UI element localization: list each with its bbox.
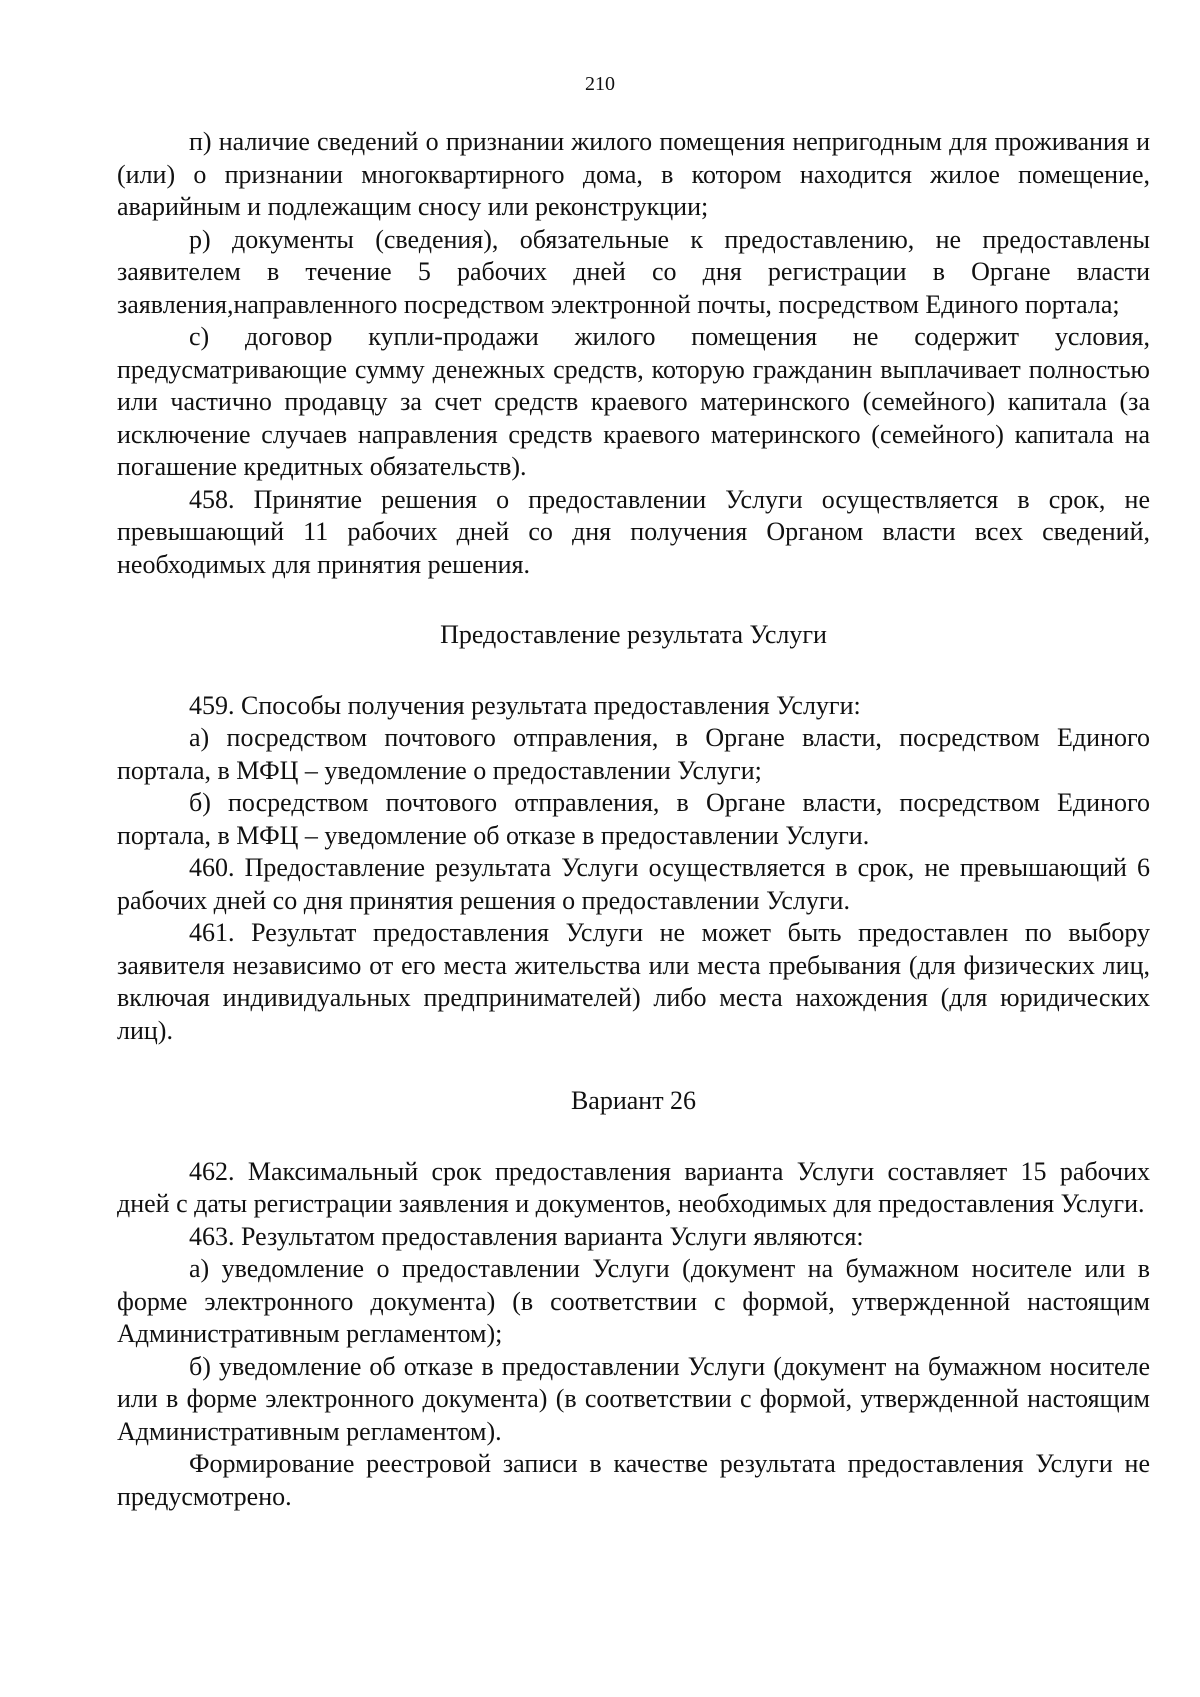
paragraph-460: 460. Предоставление результата Услуги осуществляется в срок, не превышающий 6 рабочих дней со дня принятия решения о предоставлении Услуги.	[117, 853, 1150, 915]
paragraph-463-b: б) уведомление об отказе в предоставлении Услуги (документ на бумажном носителе или в форме электронного документа) (в соответствии с формой, утвержденной настоящим Административным регламентом).	[117, 1351, 1150, 1446]
paragraph-458: 458. Принятие решения о предоставлении Услуги осуществляется в срок, не превышающий 11 рабочих дней со дня получения Органом власти всех сведений, необходимых для принятия решения.	[117, 484, 1150, 579]
paragraph-461: 461. Результат предоставления Услуги не может быть предоставлен по выбору заявителя независимо от его места жительства или места пребывания (для физических лиц, включая индивидуальных предпринимателей) либо места нахождения (для юридических лиц).	[117, 918, 1150, 1045]
paragraph-459-a: а) посредством почтового отправления, в Органе власти, посредством Единого портала, в МФЦ – уведомление о предоставлении Услуги;	[117, 723, 1150, 785]
paragraph-registry: Формирование реестровой записи в качестве результата предоставления Услуги не предусмотрено.	[117, 1449, 1150, 1511]
paragraph-r: р) документы (сведения), обязательные к предоставлению, не предоставлены заявителем в течение 5 рабочих дней со дня регистрации в Органе власти заявления,направленного посредством электронной почты, посредством Единого портала;	[117, 224, 1150, 319]
paragraph-p: п) наличие сведений о признании жилого помещения непригодным для проживания и (или) о признании многоквартирного дома, в котором находится жилое помещение, аварийным и подлежащим сносу или реконструкции;	[117, 127, 1150, 221]
section-heading-variant: Вариант 26	[570, 1086, 697, 1115]
paragraph-459-b: б) посредством почтового отправления, в Органе власти, посредством Единого портала, в МФЦ – уведомление об отказе в предоставлении Услуги.	[117, 788, 1150, 850]
page-number: 210	[585, 73, 615, 95]
document-body	[117, 126, 1150, 1513]
paragraph-463: 463. Результатом предоставления варианта Услуги являются:	[189, 1221, 864, 1251]
paragraph-459: 459. Способы получения результата предоставления Услуги:	[189, 690, 861, 720]
paragraph-462: 462. Максимальный срок предоставления варианта Услуги составляет 15 рабочих дней с даты регистрации заявления и документов, необходимых для предоставления Услуги.	[117, 1156, 1150, 1218]
section-heading-result: Предоставление результата Услуги	[440, 620, 827, 649]
paragraph-s: с) договор купли-продажи жилого помещения не содержит условия, предусматривающие сумму денежных средств, которую гражданин выплачивает полностью или частично продавцу за счет средств краевого материнского (семейного) капитала (за исключение случаев направления средств краевого материнского (семейного) капитала на погашение кредитных обязательств).	[117, 322, 1150, 481]
paragraph-463-a: а) уведомление о предоставлении Услуги (документ на бумажном носителе или в форме электронного документа) (в соответствии с формой, утвержденной настоящим Административным регламентом);	[117, 1254, 1150, 1348]
